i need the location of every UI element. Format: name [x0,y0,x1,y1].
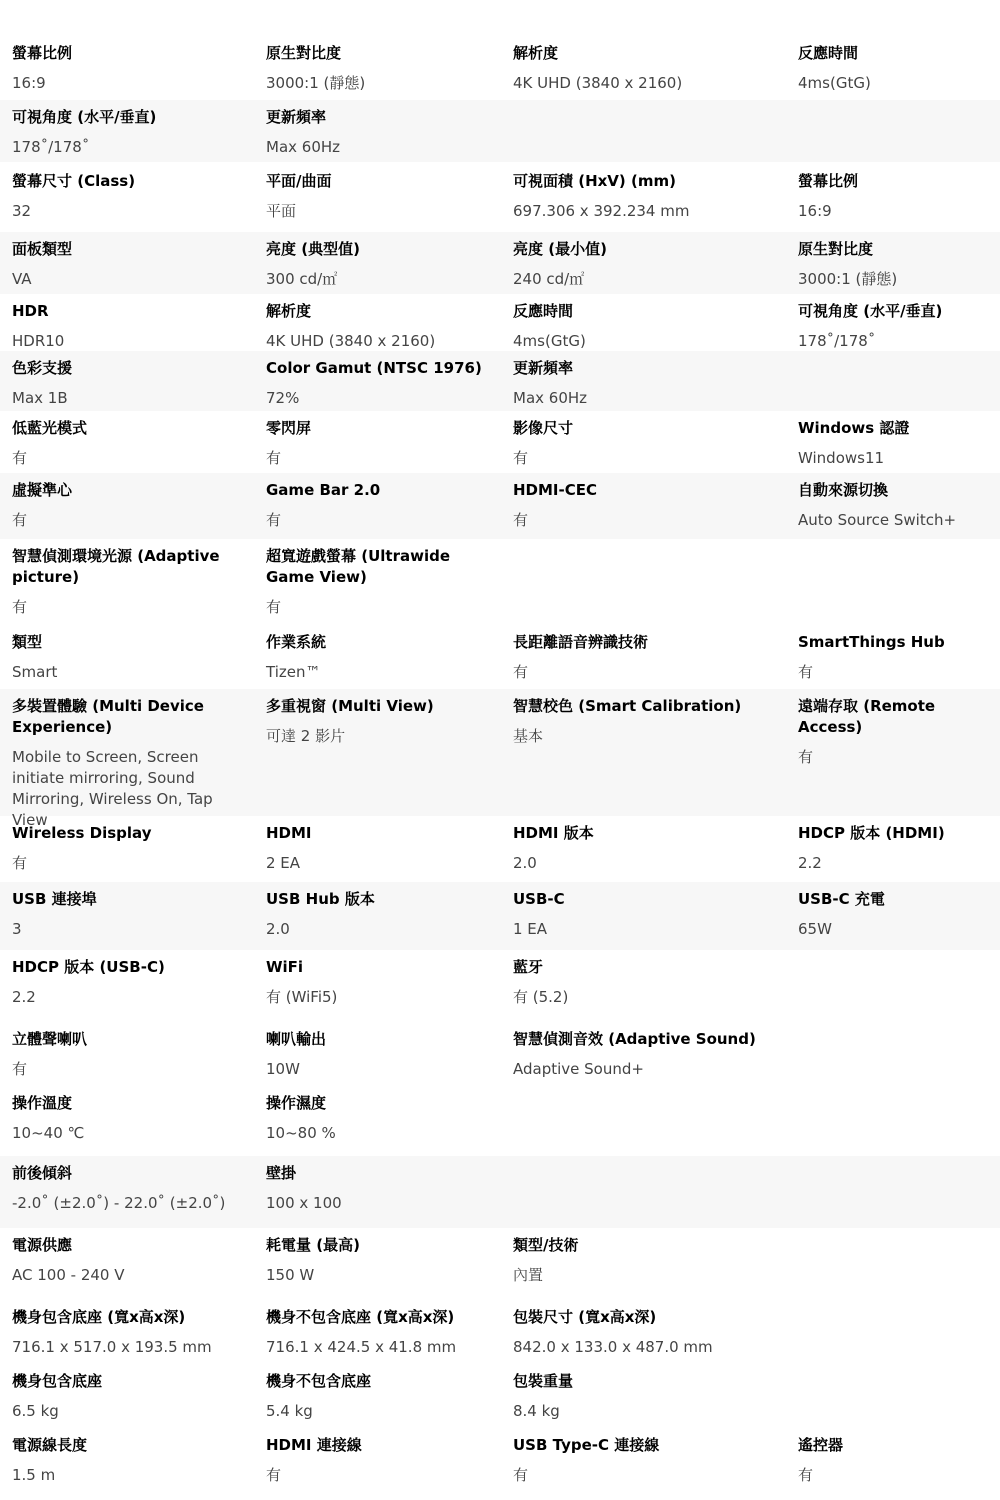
spec-label: 耗電量 (最高) [266,1236,360,1254]
spec-value: 有 [798,1466,814,1484]
spec-label: HDR [12,302,49,320]
spec-label: SmartThings Hub [798,633,945,651]
spec-value: Smart [12,663,58,681]
spec-label: HDMI 連接線 [266,1436,362,1454]
spec-value: 有 [266,511,282,529]
spec-cell [12,36,252,94]
spec-label: USB Hub 版本 [266,890,375,908]
spec-value: 有 [513,1466,529,1484]
spec-cell [12,351,252,409]
spec-label: 電源線長度 [12,1436,88,1454]
spec-label: 立體聲喇叭 [12,1030,88,1048]
spec-row [0,100,1000,162]
spec-row [0,164,1000,232]
spec-value: 2.2 [12,988,36,1006]
spec-label: 藍牙 [513,958,544,976]
spec-cell [798,1428,994,1486]
spec-cell [266,411,498,469]
spec-value: 1 EA [513,920,548,938]
spec-cell [12,1086,252,1144]
spec-label: 前後傾斜 [12,1164,73,1182]
spec-label: 可視角度 (水平/垂直) [798,302,943,320]
spec-row [0,1156,1000,1228]
spec-value: 3 [12,920,22,938]
spec-label: HDCP 版本 (HDMI) [798,824,945,842]
spec-label: 自動來源切換 [798,481,889,499]
spec-label: 操作溫度 [12,1094,73,1112]
spec-cell [266,1156,498,1214]
spec-label: 螢幕比例 [798,172,859,190]
spec-value: 5.4 kg [266,1402,313,1420]
spec-value: 平面 [266,202,297,220]
spec-label: 亮度 (最小值) [513,240,607,258]
spec-cell [12,473,252,531]
spec-value: 32 [12,202,32,220]
spec-cell [513,411,783,469]
spec-value: 178˚/178˚ [798,332,876,350]
spec-label: 色彩支援 [12,359,73,377]
spec-cell [798,411,994,469]
spec-cell [513,351,783,409]
spec-cell [12,882,252,940]
spec-value: 基本 [513,727,544,745]
spec-cell [12,625,252,683]
spec-label: 遠端存取 (Remote Access) [798,697,936,736]
spec-label: HDMI [266,824,312,842]
spec-value: 65W [798,920,832,938]
spec-value: 16:9 [798,202,832,220]
spec-value: 4K UHD (3840 x 2160) [266,332,436,350]
spec-cell [513,950,783,1008]
spec-label: 多裝置體驗 (Multi Device Experience) [12,697,204,736]
spec-value: 697.306 x 392.234 mm [513,202,690,220]
spec-value: 178˚/178˚ [12,138,90,156]
spec-row [0,351,1000,411]
spec-cell [513,36,783,94]
spec-row [0,816,1000,882]
spec-label: 包裝重量 [513,1372,574,1390]
spec-label: 機身包含底座 (寬x高x深) [12,1308,186,1326]
spec-label: HDCP 版本 (USB-C) [12,958,165,976]
spec-value: Windows11 [798,449,885,467]
spec-cell [12,1300,252,1358]
spec-cell [266,351,498,409]
spec-label: 喇叭輸出 [266,1030,327,1048]
spec-cell [513,882,783,940]
spec-value: VA [12,270,32,288]
spec-cell [266,539,498,618]
spec-label: 虛擬準心 [12,481,73,499]
spec-label: 多重視窗 (Multi View) [266,697,434,715]
spec-label: 長距離語音辨識技術 [513,633,649,651]
spec-label: 超寬遊戲螢幕 (Ultrawide Game View) [266,547,450,586]
spec-label: 零閃屏 [266,419,312,437]
spec-label: 機身包含底座 [12,1372,103,1390]
spec-label: 可視角度 (水平/垂直) [12,108,157,126]
spec-label: 平面/曲面 [266,172,332,190]
spec-cell [12,1156,252,1214]
spec-row [0,36,1000,100]
spec-cell [798,816,994,874]
spec-value: 有 [798,748,814,766]
spec-cell [12,950,252,1008]
spec-label: 更新頻率 [513,359,574,377]
spec-label: 可視面積 (HxV) (mm) [513,172,676,190]
spec-label: 螢幕比例 [12,44,73,62]
spec-cell [266,950,498,1008]
spec-value: 2 EA [266,854,301,872]
spec-cell [798,36,994,94]
spec-value: 有 (5.2) [513,988,569,1006]
spec-row [0,232,1000,294]
spec-label: Color Gamut (NTSC 1976) [266,359,482,377]
spec-value: 842.0 x 133.0 x 487.0 mm [513,1338,713,1356]
spec-row [0,1300,1000,1364]
spec-label: 包裝尺寸 (寬x高x深) [513,1308,657,1326]
spec-cell [798,294,994,352]
spec-label: 解析度 [266,302,312,320]
spec-cell [12,1228,252,1286]
spec-value: 2.0 [266,920,290,938]
spec-value: 150 W [266,1266,315,1284]
spec-row [0,1428,1000,1500]
spec-value: 有 [513,449,529,467]
spec-value: 240 cd/㎡ [513,270,585,288]
spec-value: HDR10 [12,332,65,350]
spec-label: 原生對比度 [266,44,342,62]
spec-value: 內置 [513,1266,544,1284]
spec-label: 智慧偵測音效 (Adaptive Sound) [513,1030,756,1048]
spec-row [0,539,1000,625]
spec-cell [12,689,252,831]
spec-label: 低藍光模式 [12,419,88,437]
spec-value: 10W [266,1060,300,1078]
spec-cell [266,689,498,747]
spec-cell [266,625,498,683]
spec-cell [513,1428,783,1486]
spec-value: 4ms(GtG) [798,74,871,92]
spec-value: 有 [513,511,529,529]
spec-row [0,625,1000,689]
spec-value: 2.0 [513,854,537,872]
spec-value: 有 [12,449,28,467]
spec-value: -2.0˚ (±2.0˚) - 22.0˚ (±2.0˚) [12,1194,226,1212]
spec-value: 72% [266,389,300,407]
spec-label: 更新頻率 [266,108,327,126]
spec-value: 有 (WiFi5) [266,988,338,1006]
spec-label: HDMI-CEC [513,481,598,499]
spec-cell [798,625,994,683]
spec-label: 解析度 [513,44,559,62]
spec-cell [266,1086,498,1144]
spec-label: 亮度 (典型值) [266,240,360,258]
spec-cell [266,36,498,94]
spec-cell [266,1022,498,1080]
spec-cell [513,473,783,531]
spec-label: 螢幕尺寸 (Class) [12,172,136,190]
spec-label: Wireless Display [12,824,152,842]
spec-value: 8.4 kg [513,1402,560,1420]
spec-value: Mobile to Screen, Screen initiate mirroring, Sound Mirroring, Wireless On, Tap View [12,748,213,829]
spec-cell [513,164,783,222]
spec-value: Max 60Hz [266,138,341,156]
spec-value: 10~40 ℃ [12,1124,85,1142]
spec-cell [266,232,498,290]
spec-value: 有 [12,511,28,529]
spec-label: 反應時間 [513,302,574,320]
spec-cell [513,816,783,874]
spec-row [0,411,1000,473]
spec-cell [513,1364,783,1422]
spec-label: 智慧偵測環境光源 (Adaptive picture) [12,547,220,586]
spec-label: USB 連接埠 [12,890,97,908]
spec-value: 有 [12,854,28,872]
spec-label: Game Bar 2.0 [266,481,381,499]
spec-cell [12,411,252,469]
spec-value: 有 [12,598,28,616]
spec-value: 716.1 x 517.0 x 193.5 mm [12,1338,212,1356]
spec-cell [513,1228,783,1286]
spec-cell [266,1300,498,1358]
spec-value: 10~80 % [266,1124,336,1142]
spec-value: 有 [266,1466,282,1484]
spec-row [0,1228,1000,1300]
spec-label: 作業系統 [266,633,327,651]
spec-value: 300 cd/㎡ [266,270,338,288]
spec-cell [12,1022,252,1080]
spec-cell [266,1428,498,1486]
spec-cell [513,689,783,747]
spec-value: 可達 2 影片 [266,727,346,745]
spec-row [0,473,1000,539]
spec-cell [266,1364,498,1422]
spec-value: 3000:1 (靜態) [798,270,898,288]
spec-cell [513,232,783,290]
spec-cell [266,294,498,352]
spec-cell [12,1428,252,1486]
spec-value: Tizen™ [266,663,321,681]
spec-label: 壁掛 [266,1164,297,1182]
spec-label: Windows 認證 [798,419,910,437]
spec-label: 電源供應 [12,1236,73,1254]
spec-value: 1.5 m [12,1466,56,1484]
spec-cell [513,1022,783,1080]
spec-label: USB-C [513,890,565,908]
spec-cell [266,473,498,531]
spec-cell [798,164,994,222]
spec-cell [12,164,252,222]
spec-cell [12,1364,252,1422]
spec-value: Adaptive Sound+ [513,1060,644,1078]
spec-label: WiFi [266,958,304,976]
spec-cell [266,882,498,940]
spec-row [0,294,1000,351]
spec-row [0,882,1000,950]
spec-label: 原生對比度 [798,240,874,258]
spec-label: 類型/技術 [513,1236,579,1254]
spec-label: HDMI 版本 [513,824,594,842]
spec-row [0,1086,1000,1156]
spec-value: 有 [12,1060,28,1078]
spec-value: 4K UHD (3840 x 2160) [513,74,683,92]
spec-cell [513,1300,783,1358]
spec-cell [12,539,252,618]
spec-cell [266,1228,498,1286]
spec-cell [12,816,252,874]
spec-value: 有 [513,663,529,681]
spec-value: Max 1B [12,389,68,407]
spec-cell [798,232,994,290]
spec-label: USB-C 充電 [798,890,885,908]
spec-value: AC 100 - 240 V [12,1266,125,1284]
spec-cell [798,689,994,768]
spec-cell [266,816,498,874]
spec-cell [266,164,498,222]
spec-cell [798,473,994,531]
spec-label: 遙控器 [798,1436,844,1454]
spec-value: 有 [266,598,282,616]
spec-value: 716.1 x 424.5 x 41.8 mm [266,1338,457,1356]
spec-value: 6.5 kg [12,1402,59,1420]
spec-cell [513,625,783,683]
spec-label: 面板類型 [12,240,73,258]
spec-label: 機身不包含底座 [266,1372,372,1390]
spec-label: 類型 [12,633,43,651]
spec-label: 影像尺寸 [513,419,574,437]
spec-value: 2.2 [798,854,822,872]
spec-label: 操作濕度 [266,1094,327,1112]
spec-value: 有 [798,663,814,681]
spec-value: 3000:1 (靜態) [266,74,366,92]
spec-label: USB Type-C 連接線 [513,1436,660,1454]
spec-cell [513,294,783,352]
spec-value: 100 x 100 [266,1194,342,1212]
spec-cell [798,882,994,940]
spec-cell [12,294,252,352]
spec-value: Auto Source Switch+ [798,511,957,529]
spec-value: Max 60Hz [513,389,588,407]
spec-row [0,950,1000,1022]
spec-label: 機身不包含底座 (寬x高x深) [266,1308,455,1326]
spec-value: 16:9 [12,74,46,92]
spec-cell [12,232,252,290]
spec-row [0,1364,1000,1428]
spec-row [0,689,1000,829]
spec-label: 反應時間 [798,44,859,62]
spec-value: 有 [266,449,282,467]
spec-value: 4ms(GtG) [513,332,586,350]
spec-cell [12,100,252,158]
spec-row [0,1022,1000,1086]
spec-cell [266,100,498,158]
spec-label: 智慧校色 (Smart Calibration) [513,697,742,715]
